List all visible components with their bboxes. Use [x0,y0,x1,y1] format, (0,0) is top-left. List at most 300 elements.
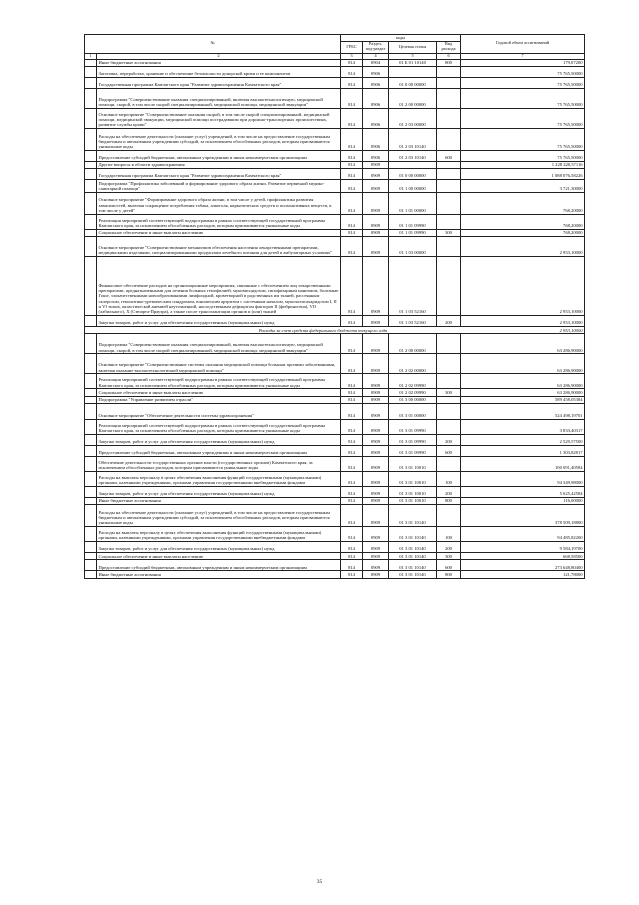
row-grbs-cell: 814 [341,396,363,403]
row-target-article-cell: 01 3 01 10010 [389,486,437,497]
row-section-cell: 0909 [363,389,389,396]
row-section-cell: 0909 [363,180,389,193]
row-amount-cell: 94 349,98000 [461,471,585,486]
row-expense-type-cell: 800 [437,59,461,66]
row-number-cell [85,396,97,403]
row-number-cell [85,527,97,542]
row-number-cell [85,445,97,456]
row-amount-cell: 179,07200 [461,59,585,66]
row-target-article-cell: 01 2 02 09990 [389,374,437,389]
row-expense-type-cell [437,192,461,214]
row-number-cell [85,150,97,161]
row-section-cell: 0909 [363,374,389,389]
row-name-cell: Основное мероприятие "Совершенствование механизмов обеспечения населения лекарственными препаратами, медицинскими изделиями, специализированными продуктами лечебного питания для детей в амбулаторных условиях" [97,237,341,257]
table-row [85,403,585,419]
table-row [85,389,585,396]
row-section-cell: 0909 [363,161,389,168]
row-grbs-cell: 814 [341,456,363,471]
row-grbs-cell: 814 [341,161,363,168]
row-name-cell: Закупка товаров, работ и услуг для обеспечения государственных (муниципальных) нужд [97,486,341,497]
row-number-cell [85,108,97,128]
row-number-cell [85,334,97,354]
table-row [85,471,585,486]
row-name-cell: Основное мероприятие "Формирование здорового образа жизни, в том числе у детей, профилактика развития зависимостей, включая сокращение потребления табака, алкоголя, наркотических средств и психоактивных веществ, в том числе у детей" [97,192,341,214]
row-section-cell: 0906 [363,128,389,150]
row-name-cell: Основное мероприятие "Обеспечение деятельности системы здравоохранения" [97,403,341,419]
row-expense-type-cell [437,505,461,527]
column-index: 6 [437,53,461,59]
row-name-cell: Другие вопросы в области здравоохранения [97,161,341,168]
row-amount-cell: 3 833,40317 [461,419,585,434]
row-number-cell [85,192,97,214]
row-grbs-cell: 814 [341,403,363,419]
row-target-article-cell: 01 2 03 00000 [389,108,437,128]
row-grbs-cell: 814 [341,316,363,327]
row-amount-cell: 63 286,90000 [461,389,585,396]
table-row [85,334,585,354]
row-expense-type-cell [437,334,461,354]
row-target-article-cell: 01 3 01 10010 [389,456,437,471]
row-section-cell: 0909 [363,486,389,497]
row-target-article-cell: 01 3 01 10140 [389,542,437,553]
row-number-cell [85,214,97,229]
row-grbs-cell: 814 [341,59,363,66]
row-amount-cell: 3 721,30000 [461,180,585,193]
row-amount-cell: 63 286,90000 [461,374,585,389]
row-section-cell: 0909 [363,553,389,560]
row-name-cell: Реализация мероприятий соответствующей подпрограммы в рамках соответствующей государственной программы Камчатского края, за исключением обособленных расходов, которым присваиваются уникальные коды [97,214,341,229]
row-amount-cell: 768,20000 [461,192,585,214]
row-grbs-cell: 814 [341,560,363,571]
row-expense-type-cell: 600 [437,150,461,161]
row-amount-cell: 75 765,50000 [461,108,585,128]
column-index: 7 [461,53,585,59]
table-row [85,542,585,553]
table-row [85,497,585,504]
table-row [85,456,585,471]
table-row [85,354,585,374]
row-section-cell: 0909 [363,316,389,327]
row-section-cell: 0909 [363,229,389,236]
table-row [85,214,585,229]
row-number-cell [85,434,97,445]
column-index: 1 [85,53,97,59]
row-section-cell: 0909 [363,456,389,471]
row-number-cell [85,456,97,471]
row-grbs-cell: 814 [341,354,363,374]
row-target-article-cell: 01 3 01 09990 [389,419,437,434]
row-grbs-cell: 814 [341,527,363,542]
row-section-cell: 0909 [363,403,389,419]
row-expense-type-cell [437,354,461,374]
table-body [85,59,585,578]
row-amount-cell: 94 485,82200 [461,527,585,542]
row-name-cell: Иные бюджетные ассигнования [97,571,341,578]
row-section-cell: 0909 [363,237,389,257]
row-amount-cell: 75 765,50000 [461,88,585,108]
row-grbs-cell: 814 [341,553,363,560]
column-index: 2 [97,53,341,59]
row-target-article-cell: 01 3 00 00000 [389,396,437,403]
row-section-cell: 0909 [363,257,389,316]
row-expense-type-cell [437,396,461,403]
row-amount-cell: 75 765,50000 [461,128,585,150]
row-name-cell: Подпрограмма "Управление развитием отрасли" [97,396,341,403]
row-name-cell: Социальное обеспечение и иные выплаты населению [97,229,341,236]
row-target-article-cell: 01 3 01 10140 [389,560,437,571]
row-amount-cell: 63 286,90000 [461,334,585,354]
row-name-cell: Подпрограмма "Совершенствование оказания специализированной, включая высокотехнологичную, медицинской помощи, скорой, в том числе скорой специализированной, медицинской помощи, медицинской эвакуации" [97,334,341,354]
row-number-cell [85,169,97,180]
row-section-cell: 0909 [363,396,389,403]
header-grbs: ГРБС [341,41,363,53]
row-grbs-cell: 814 [341,66,363,77]
table-row [85,316,585,327]
row-expense-type-cell [437,128,461,150]
row-expense-type-cell: 300 [437,229,461,236]
row-expense-type-cell: 100 [437,471,461,486]
row-amount-cell: 1 088 076,58226 [461,169,585,180]
row-name-cell: Социальное обеспечение и иные выплаты населению [97,553,341,560]
row-number-cell [85,505,97,527]
row-section-cell: 0909 [363,169,389,180]
row-section-cell: 0909 [363,471,389,486]
page-number: 35 [316,879,323,885]
row-grbs-cell: 814 [341,389,363,396]
row-name-cell: Обеспечение деятельности государственных органов власти (государственных органов) Камчатского края, за исключением обособленных расходов, которым присваиваются уникальные коды [97,456,341,471]
row-section-cell: 0909 [363,334,389,354]
row-name-cell: Предоставление субсидий бюджетным, автономным учреждениям и иным некоммерческим организациям [97,445,341,456]
row-target-article-cell: 01 1 01 09990 [389,214,437,229]
column-index: 3 [341,53,363,59]
row-section-cell: 0906 [363,150,389,161]
row-amount-cell: 121,78000 [461,571,585,578]
row-amount-cell: 768,20000 [461,214,585,229]
table-row [85,419,585,434]
row-grbs-cell: 814 [341,108,363,128]
row-expense-type-cell [437,108,461,128]
row-name-cell: Закупка товаров, работ и услуг для обеспечения государственных (муниципальных) нужд [97,316,341,327]
note-text: Расходы за счет средств федерального бюджета текущего года [258,327,388,333]
row-expense-type-cell [437,374,461,389]
row-name-cell: Социальное обеспечение и иные выплаты населению [97,389,341,396]
header-codes: коды [341,35,461,42]
row-amount-cell: 63 286,90000 [461,354,585,374]
row-expense-type-cell: 200 [437,434,461,445]
row-number-cell [85,161,97,168]
row-amount-cell: 378 509,18800 [461,505,585,527]
header-section: Раздел, под-раздел [363,41,389,53]
row-section-cell: 0909 [363,214,389,229]
row-expense-type-cell: 100 [437,527,461,542]
row-expense-type-cell: 800 [437,571,461,578]
row-grbs-cell: 814 [341,214,363,229]
header-number: № [85,35,341,54]
row-name-cell: Государственная программа Камчатского края "Развитие здравоохранения Камчатского края" [97,77,341,88]
row-section-cell: 0909 [363,419,389,434]
row-name-cell: Расходы на выплаты персоналу в целях обеспечения выполнения функций государственными (муниципальными) органами, казенными учреждениями, органами управления государственными внебюджетными фондами [97,527,341,542]
row-number-cell [85,571,97,578]
table-row [85,553,585,560]
row-amount-cell: 75 765,50000 [461,66,585,77]
table-row [85,434,585,445]
row-name-cell: Предоставление субсидий бюджетным, автономным учреждениям и иным некоммерческим организациям [97,150,341,161]
column-index: 5 [389,53,437,59]
row-target-article-cell: 01 0 00 00000 [389,77,437,88]
row-target-article-cell: 01 3 01 00000 [389,403,437,419]
row-number-cell [85,180,97,193]
table-row [85,180,585,193]
row-expense-type-cell [437,161,461,168]
row-grbs-cell: 814 [341,571,363,578]
row-expense-type-cell [437,257,461,316]
table-row [85,374,585,389]
table-row [85,229,585,236]
row-target-article-cell: 01 3 01 10140 [389,505,437,527]
row-name-cell: Государственная программа Камчатского края "Развитие здравоохранения Камчатского края" [97,169,341,180]
row-grbs-cell: 814 [341,180,363,193]
row-number-cell [85,128,97,150]
row-target-article-cell: 01 1 03 52160 [389,257,437,316]
row-amount-cell: 2 529,57500 [461,434,585,445]
row-name-cell: Основное мероприятие "Совершенствование оказания скорой, в том числе скорой специализированной, медицинской помощи, медицинской эвакуации, медицинской помощи пострадавшим при дорожно-транспортных происшествиях, развитие службы крови" [97,108,341,128]
row-number-cell [85,59,97,66]
row-grbs-cell: 814 [341,419,363,434]
row-section-cell: 0909 [363,542,389,553]
row-amount-cell: 589 458,05384 [461,396,585,403]
row-expense-type-cell [437,169,461,180]
row-target-article-cell: 01 1 01 00000 [389,192,437,214]
table-row [85,527,585,542]
row-number-cell [85,389,97,396]
row-number-cell [85,354,97,374]
row-section-cell: 0909 [363,497,389,504]
row-section-cell: 0909 [363,445,389,456]
row-target-article-cell: 01 3 01 10140 [389,571,437,578]
row-target-article-cell: 01 3 01 09990 [389,445,437,456]
row-grbs-cell: 814 [341,471,363,486]
row-amount-cell: 116,00000 [461,497,585,504]
row-target-article-cell: 01 2 02 09990 [389,389,437,396]
row-name-cell: Расходы на выплаты персоналу в целях обеспечения выполнения функций государственными (муниципальными) органами, казенными учреждениями, органами управления государственными внебюджетными фондами [97,471,341,486]
table-row [85,257,585,316]
row-expense-type-cell: 300 [437,553,461,560]
row-amount-cell: 2 953,10000 [461,316,585,327]
table-row [85,237,585,257]
table-row [85,571,585,578]
row-target-article-cell: 01 2 03 10140 [389,128,437,150]
row-name-cell: Подпрограмма "Совершенствование оказания специализированной, включая высокотехнологичную, медицинской помощи, скорой, в том числе скорой специализированной, медицинской помощи, медицинской эвакуации" [97,88,341,108]
table-row [85,108,585,128]
row-section-cell: 0906 [363,77,389,88]
row-section-cell: 0909 [363,527,389,542]
row-target-article-cell: 01 3 01 10010 [389,497,437,504]
row-name-cell: Реализация мероприятий соответствующей подпрограммы в рамках соответствующей государственной программы Камчатского края, за исключением обособленных расходов, которым присваиваются уникальные коды [97,374,341,389]
row-name-cell: Расходы на обеспечение деятельности (оказание услуг) учреждений, в том числе на предоставление государственным бюджетным и автономным учреждениям субсидий, за исключением обособленных расходов, которым присваиваются уникальные коды [97,505,341,527]
row-name-cell: Финансовое обеспечение расходов на организационные мероприятия, связанные с обеспечением лиц лекарственными препаратами, предназначенными для лечения больных гемофилией, муковисцидозом, гипофизарным нанизмом, болезнью Гоше, злокачественными новообразованиями лимфоидной, кроветворной и родственных им тканей, рассеянным склерозом, гемолитико-уремическим синдромом, юношеским артритом с системным началом, мукополисахаридозом I, II и VI типов, апластической анемией неуточненной, наследственным дефицитом факторов II (фибриногена), VII (лабильного), X (Стюарта-Прауэра), а также после трансплантации органов и (или) тканей [97,257,341,316]
row-number-cell [85,316,97,327]
header-expense-type: Вид расхода [437,41,461,53]
row-expense-type-cell: 800 [437,497,461,504]
column-index: 4 [363,53,389,59]
row-amount-cell: 768,20000 [461,229,585,236]
row-amount-cell: 524 498,19701 [461,403,585,419]
table-row [85,66,585,77]
table-row [85,128,585,150]
row-section-cell: 0904 [363,59,389,66]
header-annual-total: Годовой объем ассигнований [461,35,585,54]
row-target-article-cell: 01 1 00 00000 [389,180,437,193]
row-section-cell: 0906 [363,66,389,77]
row-section-cell: 0909 [363,560,389,571]
table-row [85,445,585,456]
table-row [85,486,585,497]
row-grbs-cell: 814 [341,497,363,504]
row-target-article-cell: 01 1 01 09990 [389,229,437,236]
row-amount-cell: 2 953,10000 [461,257,585,316]
row-target-article-cell [389,161,437,168]
row-expense-type-cell: 200 [437,486,461,497]
row-expense-type-cell [437,403,461,419]
note-value: 2 953,10000 [559,327,583,333]
row-expense-type-cell [437,66,461,77]
row-grbs-cell: 814 [341,257,363,316]
row-grbs-cell: 814 [341,445,363,456]
row-name-cell: Расходы на обеспечение деятельности (оказание услуг) учреждений, в том числе на предоставление государственным бюджетным и автономным учреждениям субсидий, за исключением обособленных расходов, которым присваиваются уникальные коды [97,128,341,150]
row-grbs-cell: 814 [341,542,363,553]
row-grbs-cell: 814 [341,77,363,88]
row-name-cell: Реализация мероприятий соответствующей подпрограммы в рамках соответствующей государственной программы Камчатского края, за исключением обособленных расходов, которым присваиваются уникальные коды [97,419,341,434]
row-expense-type-cell [437,419,461,434]
row-name-cell: Основное мероприятие "Совершенствование системы оказания медицинской помощи больным прочими заболеваниями, включая оказание высокотехнологичной медицинской помощи" [97,354,341,374]
header-target-article: Целевая статья [389,41,437,53]
row-number-cell [85,403,97,419]
budget-table [84,34,585,579]
row-name-cell: Иные бюджетные ассигнования [97,59,341,66]
note-cell [85,327,585,334]
row-expense-type-cell [437,180,461,193]
table-note-row [85,327,585,334]
row-amount-cell: 75 765,50000 [461,77,585,88]
row-number-cell [85,88,97,108]
row-grbs-cell: 814 [341,237,363,257]
row-expense-type-cell: 200 [437,316,461,327]
row-target-article-cell: 01 2 00 00000 [389,88,437,108]
row-section-cell: 0906 [363,108,389,128]
row-name-cell: Предоставление субсидий бюджетным, автономным учреждениям и иным некоммерческим организациям [97,560,341,571]
row-amount-cell: 100 091,40584 [461,456,585,471]
table-row [85,192,585,214]
row-grbs-cell: 814 [341,334,363,354]
row-amount-cell: 1 228 220,57116 [461,161,585,168]
table-row [85,560,585,571]
row-grbs-cell: 814 [341,192,363,214]
table-row [85,505,585,527]
row-expense-type-cell [437,237,461,257]
row-grbs-cell: 814 [341,128,363,150]
row-grbs-cell: 814 [341,374,363,389]
row-grbs-cell: 814 [341,169,363,180]
row-target-article-cell: 01 2 02 00000 [389,354,437,374]
row-number-cell [85,77,97,88]
row-grbs-cell: 814 [341,229,363,236]
row-name-cell: Заготовка, переработка, хранение и обеспечение безопасности донорской крови и ее компонентов [97,66,341,77]
row-expense-type-cell: 200 [437,542,461,553]
row-target-article-cell: 01 2 00 00000 [389,334,437,354]
table-row [85,161,585,168]
row-name-cell: Подпрограмма "Профилактика заболеваний и формирование здорового образа жизни. Развитие первичной медико-санитарной помощи" [97,180,341,193]
row-number-cell [85,66,97,77]
row-name-cell: Иные бюджетные ассигнования [97,497,341,504]
table-row [85,396,585,403]
row-target-article-cell: 01 3 01 10010 [389,471,437,486]
row-number-cell [85,419,97,434]
table-row [85,88,585,108]
row-number-cell [85,553,97,560]
row-number-cell [85,486,97,497]
row-expense-type-cell: 600 [437,445,461,456]
row-amount-cell: 5 625,42584 [461,486,585,497]
row-number-cell [85,497,97,504]
row-grbs-cell: 814 [341,150,363,161]
row-number-cell [85,542,97,553]
row-expense-type-cell [437,88,461,108]
row-amount-cell: 1 303,82817 [461,445,585,456]
row-number-cell [85,374,97,389]
row-target-article-cell: 01 3 01 10140 [389,553,437,560]
row-grbs-cell: 814 [341,88,363,108]
row-section-cell: 0906 [363,88,389,108]
row-section-cell: 0909 [363,505,389,527]
row-number-cell [85,257,97,316]
table-row [85,59,585,66]
row-target-article-cell: 01 2 03 10140 [389,150,437,161]
table-header [85,35,585,60]
row-target-article-cell [389,66,437,77]
row-section-cell: 0909 [363,192,389,214]
row-name-cell: Закупка товаров, работ и услуг для обеспечения государственных (муниципальных) нужд [97,542,341,553]
row-number-cell [85,237,97,257]
row-amount-cell: 9 584,19700 [461,542,585,553]
row-expense-type-cell [437,77,461,88]
row-expense-type-cell: 600 [437,560,461,571]
row-section-cell: 0909 [363,434,389,445]
row-number-cell [85,471,97,486]
row-name-cell: Закупка товаров, работ и услуг для обеспечения государственных (муниципальных) нужд [97,434,341,445]
row-amount-cell: 668,58500 [461,553,585,560]
row-expense-type-cell: 300 [437,389,461,396]
row-amount-cell: 273 648,80400 [461,560,585,571]
row-target-article-cell: 01 Б 01 10140 [389,59,437,66]
row-target-article-cell: 01 1 03 00000 [389,237,437,257]
table-row [85,77,585,88]
row-number-cell [85,560,97,571]
row-target-article-cell: 01 3 01 09990 [389,434,437,445]
row-target-article-cell: 01 1 03 52160 [389,316,437,327]
row-target-article-cell: 01 0 00 00000 [389,169,437,180]
row-section-cell: 0909 [363,571,389,578]
row-grbs-cell: 814 [341,434,363,445]
table-row [85,169,585,180]
table-row [85,150,585,161]
row-target-article-cell: 01 3 01 10140 [389,527,437,542]
row-section-cell: 0909 [363,354,389,374]
row-expense-type-cell [437,214,461,229]
row-amount-cell: 75 765,50000 [461,150,585,161]
row-expense-type-cell [437,456,461,471]
row-number-cell [85,229,97,236]
row-grbs-cell: 814 [341,505,363,527]
